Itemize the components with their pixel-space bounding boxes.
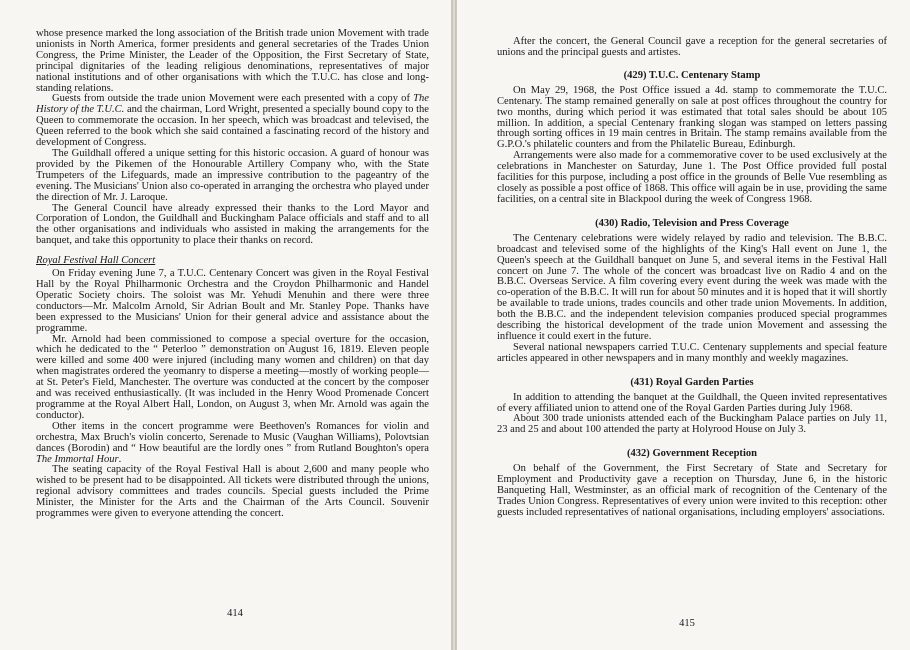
paragraph: On May 29, 1968, the Post Office issued a 4d. stamp to commemorate the T.U.C. Centenary. The stamp remained generally on sale at post offices throughout the country for two months, during which period it was estimated that total sales should be about 105 million. In addition, a special Centenary franking slogan was stamped on letters passing through sorting offices in 19 main centres in Britain. The stamp remains available from the G.P.O.'s philatelic counters and from the Philatelic Bureau, Edinburgh. (497, 84, 887, 151)
text-run: Other items in the concert programme were Beethoven's Romances for violin and orchestra, Max Bruch's violin concerto, Serenade to Music (Vaughan Williams), Polovtsian dances (Borodin) and “ How beautiful are the lordly ones ” from Rutland Boughton's opera (36, 420, 429, 454)
paragraph: Several national newspapers carried T.U.C. Centenary supplements and special feature articles appeared in other newspapers and in many monthly and weekly magazines. (497, 341, 887, 364)
paragraph: About 300 trade unionists attended each of the Buckingham Palace parties on July 11, 23 and 25 and about 100 attended the party at Holyrood House on July 3. (497, 413, 887, 436)
section-heading-432: (432) Government Reception (626, 448, 758, 460)
left-column (36, 29, 429, 520)
paragraph: The Centenary celebrations were widely relayed by radio and television. The B.B.C. broadcast and televised some of the highlights of the King's Hall event on June 1, the Queen's speech at the Guildhall banquet on June 5, and several items in the Festival Hall concert on June 7. The whole of the concert was broadcast live on Radio 4 and on the B.B.C. Overseas Service. A film covering every event during the week was made with the co-operation of the B.B.C. It will run for about 50 minutes and it is hoped that it will shortly be available to trade unions, trades councils and other trade union Movements. In addition, both the B.B.C. and the independent television companies produced special programmes describing the historical development of the trade union Movement and assessing the influence it could exert in the future. (497, 232, 887, 342)
text-run: Guests from outside the trade union Movement were each presented with a copy of (52, 93, 414, 105)
paragraph: The seating capacity of the Royal Festival Hall is about 2,600 and many people who wished to be present had to be disappointed. All tickets were distributed through the unions, regional advisory committees and trades councils. Special guests included the Prime Minister, the Minister for the Arts and the Chairman of the Arts Council. Souvenir programmes were given to everyone attending the concert. (36, 464, 429, 520)
paragraph (36, 94, 429, 149)
section-heading-430: (430) Radio, Television and Press Coverage (595, 217, 789, 229)
paragraph: Arrangements were also made for a commemorative cover to be used exclusively at the celebrations in Manchester on Saturday, June 1. The Post Office provided full postal facilities for this purpose, including a post office in the grounds of Belle Vue resembling as closely as possible a post office of 1868. This office will again be in use, providing the same facilities, on a central site in Blackpool during the week of Congress 1968. (497, 150, 887, 205)
section-heading-429: (429) T.U.C. Centenary Stamp (623, 69, 761, 81)
page-number: 415 (679, 618, 695, 629)
paragraph: whose presence marked the long association of the British trade union Movement with trade unionists in North America, former presidents and general secretaries of the Trades Union Congress, the Prime Minister, the Leader of the Opposition, the First Secretary of State, principal dignitaries of the leading religious denominations, representatives of major national institutions and of other organisations with which the T.U.C. has close and long-standing relations. (36, 28, 429, 94)
paragraph: After the concert, the General Council gave a reception for the general secretaries of unions and the principal guests and artistes. (497, 36, 887, 58)
paragraph: The Guildhall offered a unique setting for this historic occasion. A guard of honour was provided by the Pikemen of the Honourable Artillery Company who, with the State Trumpeters of the Lifeguards, made an impressive contribution to the pageantry of the evening. The Musicians' Union also co-operated in arranging the orchestra who played under the direction of Mr. J. Laroque. (36, 147, 429, 203)
left-page (0, 0, 452, 650)
paragraph: The General Council have already expressed their thanks to the Lord Mayor and Corporation of London, the Guildhall and Buckingham Palace officials and staff and to all the other organisations and individuals who assisted in making the arrangements for the banquet, and take this opportunity to place their thanks on record. (36, 202, 429, 247)
paragraph (36, 422, 429, 466)
right-column (497, 37, 887, 519)
right-page (456, 0, 910, 650)
book-title: The History of the T.U.C. (36, 93, 429, 116)
paragraph: In addition to attending the banquet at the Guildhall, the Queen invited representatives of every affiliated union to attend one of the Royal Garden Parties during July 1968. (497, 391, 887, 414)
text-run: and the chairman, Lord Wright, presented a specially bound copy to the Queen to commemorate the occasion. In her speech, which was broadcast and televised, the Queen referred to the book which she said contained a fascinating record of the history and development of Congress. (36, 104, 429, 149)
page-number: 414 (227, 608, 243, 619)
paragraph: On Friday evening June 7, a T.U.C. Centenary Concert was given in the Royal Festival Hall by the Royal Philharmonic Orchestra and the Croydon Philharmonic and Handel Operatic Society choirs. The soloist was Mr. Yehudi Menuhin and there were three conductors—Mr. Malcolm Arnold, Sir Adrian Boult and Mr. Stanley Pope. Thanks have been expressed to the Musicians' Union for their general advice and assistance about the programme. (36, 268, 429, 334)
section-subheading: Royal Festival Hall Concert (36, 255, 156, 267)
paragraph: Mr. Arnold had been commissioned to compose a special overture for the occasion, which he dedicated to the “ Peterloo ” demonstration on August 16, 1819. Eleven people were killed and some 400 were injured (including many women and children) on that day when magistrates ordered the yeomanry to disperse a meeting—mostly of working people—at St. Peter's Field, Manchester. The overture was conducted at the concert by the composer and was received enthusiastically. (It was included in the Henry Wood Promenade Concert programme at the Royal Albert Hall, London, on August 3, when Mr. Arnold was again the conductor). (36, 333, 429, 421)
text-run: . (118, 453, 122, 465)
paragraph: On behalf of the Government, the First Secretary of State and Secretary for Employment and Productivity gave a reception on Thursday, June 6, in the historic Banqueting Hall, Westminster, as an official mark of recognition of the Centenary of the Trades Union Congress. Representatives of every union were invited to this reception: other guests included representatives of national organisations, including employers' associations. (497, 463, 887, 518)
opera-title: The Immortal Hour (36, 453, 119, 465)
section-heading-431: (431) Royal Garden Parties (630, 376, 754, 388)
